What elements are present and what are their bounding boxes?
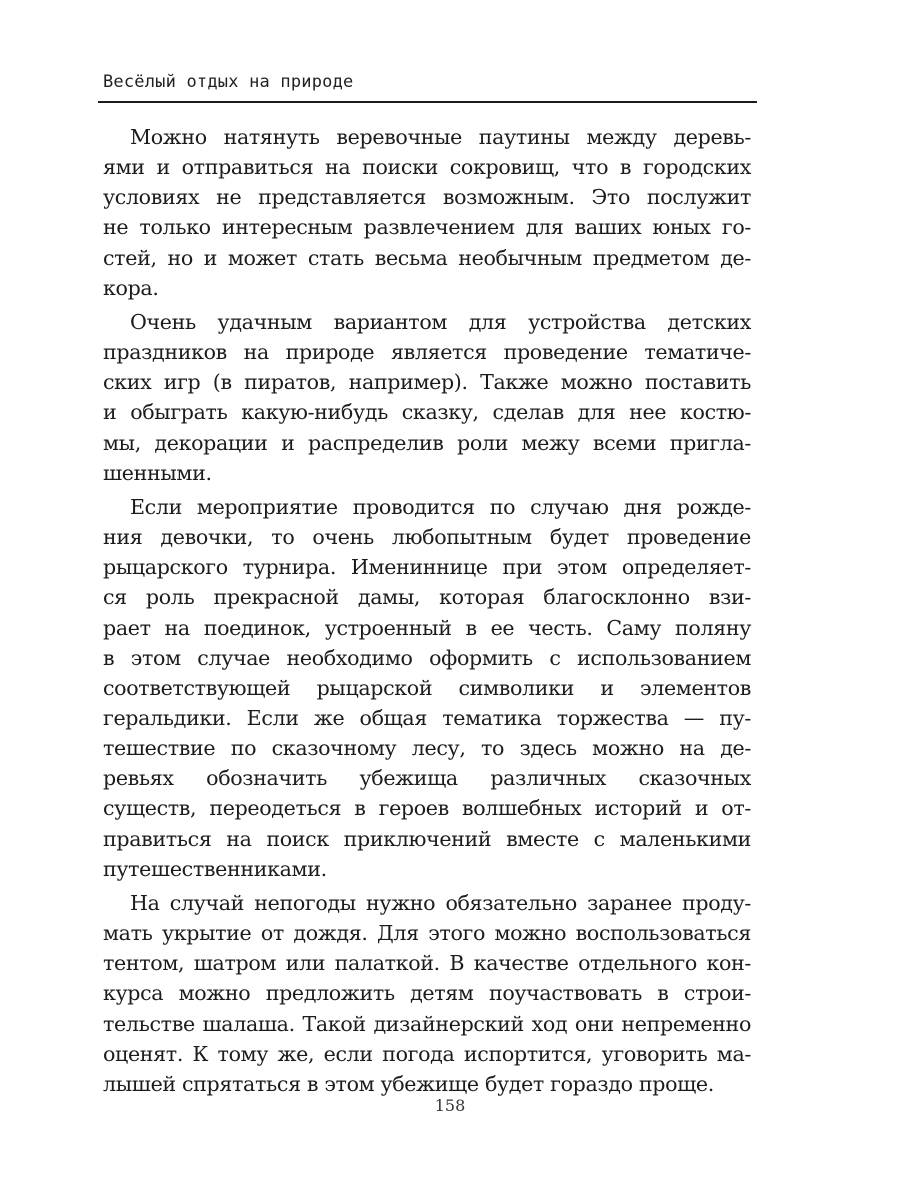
text-line: мы, декорации и распределив роли межу всеми пригла- [103, 430, 751, 455]
text-line: ских игр (в пиратов, например). Также можно поставить [103, 370, 751, 395]
paragraph [103, 888, 751, 1099]
paragraph [103, 122, 751, 303]
page-number: 158 [434, 1096, 466, 1115]
text-line: оценят. К тому же, если погода испортится, уговорить ма- [103, 1041, 751, 1066]
text-line: кора. [103, 275, 159, 300]
running-head-title: Весёлый отдых на природе [103, 72, 354, 92]
text-line: рает на поединок, устроенный в ее честь. Саму поляну [103, 615, 751, 640]
text-line: тешествие по сказочному лесу, то здесь можно на де- [103, 736, 751, 761]
body-text [103, 122, 751, 1103]
text-line: стей, но и может стать весьма необычным предметом де- [103, 245, 751, 270]
text-line: Очень удачным вариантом для устройства детских [130, 309, 751, 334]
text-line: Если мероприятие проводится по случаю дня рожде- [130, 494, 751, 519]
text-line: рыцарского турнира. Имениннице при этом определяет- [103, 555, 751, 580]
text-line: и обыграть какую-нибудь сказку, сделав для нее костю- [103, 400, 751, 425]
paragraph [103, 307, 751, 488]
text-line: ями и отправиться на поиски сокровищ, что в городских [103, 155, 751, 180]
text-line: На случай непогоды нужно обязательно заранее проду- [130, 890, 751, 915]
text-line: условиях не представляется возможным. Это послужит [103, 185, 751, 210]
header-divider [98, 101, 757, 103]
text-line: ния девочки, то очень любопытным будет проведение [103, 525, 751, 550]
text-line: не только интересным развлечением для ваших юных го- [103, 215, 751, 240]
text-line: праздников на природе является проведение тематиче- [103, 340, 751, 365]
text-line: тентом, шатром или палаткой. В качестве отдельного кон- [103, 951, 751, 976]
text-line: в этом случае необходимо оформить с использованием [103, 645, 751, 670]
text-line: шенными. [103, 460, 212, 485]
text-line: ревьях обозначить убежища различных сказочных [103, 766, 751, 791]
text-line: правиться на поиск приключений вместе с маленькими [103, 826, 751, 851]
text-line: соответствующей рыцарской символики и элементов [103, 675, 751, 700]
text-line: тельстве шалаша. Такой дизайнерский ход они непременно [103, 1011, 751, 1036]
text-line: лышей спрятаться в этом убежище будет гораздо проще. [103, 1071, 714, 1096]
text-line: мать укрытие от дождя. Для этого можно воспользоваться [103, 921, 751, 946]
text-line: существ, переодеться в героев волшебных историй и от- [103, 796, 751, 821]
text-line: курса можно предложить детям поучаствовать в строи- [103, 981, 751, 1006]
text-line: путешественниками. [103, 856, 327, 881]
paragraph [103, 492, 751, 884]
text-line: ся роль прекрасной дамы, которая благосклонно взи- [103, 585, 751, 610]
text-line: Можно натянуть веревочные паутины между деревь- [130, 125, 751, 149]
text-line: геральдики. Если же общая тематика торжества — пу- [103, 705, 751, 730]
